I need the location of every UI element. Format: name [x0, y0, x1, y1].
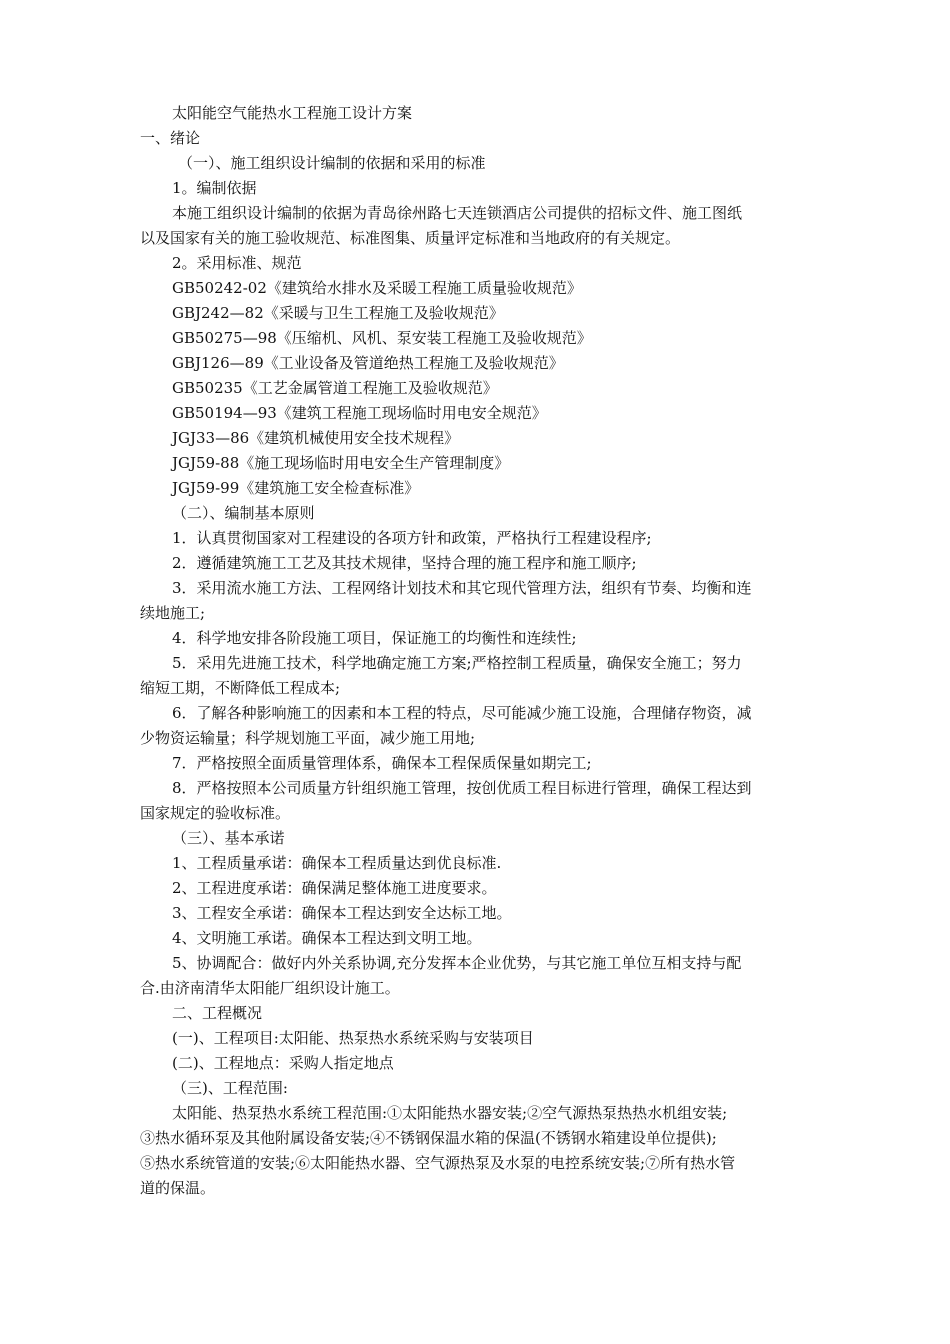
standard-item: JGJ33—86《建筑机械使用安全技术规程》 — [172, 429, 460, 447]
paragraph-line: 1。编制依据 — [172, 179, 257, 197]
paragraph-line: 8．严格按照本公司质量方针组织施工管理，按创优质工程目标进行管理，确保工程达到 — [172, 779, 752, 797]
document-title: 太阳能空气能热水工程施工设计方案 — [172, 104, 413, 122]
paragraph-line: 5、协调配合：做好内外关系协调,充分发挥本企业优势，与其它施工单位互相支持与配 — [172, 954, 742, 972]
paragraph-line: 4．科学地安排各阶段施工项目，保证施工的均衡性和连续性; — [172, 629, 577, 647]
paragraph-line: 道的保温。 — [140, 1179, 216, 1197]
paragraph-line: 7．严格按照全面质量管理体系，确保本工程保质保量如期完工; — [172, 754, 592, 772]
standard-item: GBJ126—89《工业设备及管道绝热工程施工及验收规范》 — [172, 354, 564, 372]
paragraph-line: 国家规定的验收标准。 — [140, 804, 291, 822]
paragraph-line: 3、工程安全承诺：确保本工程达到安全达标工地。 — [172, 904, 512, 922]
paragraph-line: 2．遵循建筑施工工艺及其技术规律，坚持合理的施工程序和施工顺序; — [172, 554, 637, 572]
standard-item: GB50194—93《建筑工程施工现场临时用电安全规范》 — [172, 404, 547, 422]
paragraph-line: ③热水循环泵及其他附属设备安装;④不锈钢保温水箱的保温(不锈钢水箱建设单位提供); — [140, 1129, 717, 1147]
standard-item: GB50235《工艺金属管道工程施工及验收规范》 — [172, 379, 498, 397]
standard-item: JGJ59-88《施工现场临时用电安全生产管理制度》 — [172, 454, 510, 472]
paragraph-line: 1．认真贯彻国家对工程建设的各项方针和政策，严格执行工程建设程序; — [172, 529, 652, 547]
standard-item: GBJ242—82《采暖与卫生工程施工及验收规范》 — [172, 304, 504, 322]
paragraph-line: 合.由济南清华太阳能厂组织设计施工。 — [140, 979, 400, 997]
paragraph-line: 太阳能、热泵热水系统工程范围:①太阳能热水器安装;②空气源热泵热热水机组安装; — [172, 1104, 728, 1122]
standard-item: JGJ59-99《建筑施工安全检查标准》 — [172, 479, 420, 497]
paragraph-line: 4、文明施工承诺。确保本工程达到文明工地。 — [172, 929, 482, 947]
paragraph-line: 本施工组织设计编制的依据为青岛徐州路七天连锁酒店公司提供的招标文件、施工图纸 — [172, 204, 743, 222]
paragraph-line: ⑤热水系统管道的安装;⑥太阳能热水器、空气源热泵及水泵的电控系统安装;⑦所有热水管 — [140, 1154, 736, 1172]
paragraph-line: 以及国家有关的施工验收规范、标准图集、质量评定标准和当地政府的有关规定。 — [140, 229, 681, 247]
subheading-scope: （三)、工程范围: — [172, 1079, 288, 1097]
paragraph-line: (一)、工程项目:太阳能、热泵热水系统采购与安装项目 — [172, 1029, 534, 1047]
paragraph-line: (二)、工程地点：采购人指定地点 — [172, 1054, 394, 1072]
subheading-principles: （二）、编制基本原则 — [172, 504, 315, 522]
paragraph-line: 2。采用标准、规范 — [172, 254, 302, 272]
heading-introduction: 一、绪论 — [140, 129, 201, 147]
standard-item: GB50275—98《压缩机、风机、泵安装工程施工及验收规范》 — [172, 329, 592, 347]
paragraph-line: 6．了解各种影响施工的因素和本工程的特点，尽可能减少施工设施，合理储存物资，减 — [172, 704, 752, 722]
paragraph-line: 1、工程质量承诺：确保本工程质量达到优良标准. — [172, 854, 502, 872]
paragraph-line: 3．采用流水施工方法、工程网络计划技术和其它现代管理方法，组织有节奏、均衡和连 — [172, 579, 752, 597]
paragraph-line: 缩短工期，不断降低工程成本; — [140, 679, 341, 697]
standard-item: GB50242-02《建筑给水排水及采暖工程施工质量验收规范》 — [172, 279, 582, 297]
subheading-basis: （一）、施工组织设计编制的依据和采用的标准 — [178, 154, 486, 172]
paragraph-line: 续地施工; — [140, 604, 206, 622]
subheading-commitments: （三）、基本承诺 — [172, 829, 285, 847]
paragraph-line: 5．采用先进施工技术，科学地确定施工方案;严格控制工程质量，确保安全施工；努力 — [172, 654, 742, 672]
paragraph-line: 2、工程进度承诺：确保满足整体施工进度要求。 — [172, 879, 497, 897]
heading-overview: 二、工程概况 — [172, 1004, 263, 1022]
paragraph-line: 少物资运输量；科学规划施工平面，减少施工用地; — [140, 729, 476, 747]
